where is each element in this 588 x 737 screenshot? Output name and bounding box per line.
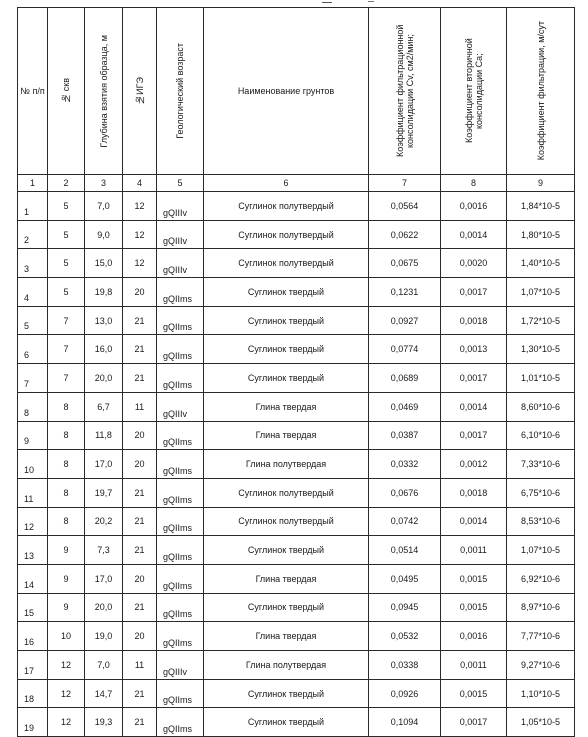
cell-ige: 21	[123, 364, 157, 393]
cell-ige: 20	[123, 421, 157, 450]
cell-ige: 21	[123, 478, 157, 507]
cell-ige: 11	[123, 392, 157, 421]
cell-geo-age: gQIIms	[157, 708, 204, 737]
cell-cv: 0,0675	[369, 249, 441, 278]
cell-kf: 7,33*10-6	[507, 450, 575, 479]
header-cell-soil-name	[204, 8, 369, 175]
cell-cv: 0,0689	[369, 364, 441, 393]
cell-soil-name: Суглинок полутвердый	[204, 249, 369, 278]
table-row	[18, 450, 575, 479]
cell-borehole: 12	[48, 651, 85, 680]
column-number-row	[18, 175, 575, 192]
cell-row-number: 13	[18, 536, 48, 565]
column-number: 9	[507, 175, 575, 192]
table-row	[18, 622, 575, 651]
cell-cv: 0,0774	[369, 335, 441, 364]
scan-mark	[368, 1, 374, 2]
cell-ige: 21	[123, 306, 157, 335]
cell-cv: 0,0676	[369, 478, 441, 507]
cell-ca: 0,0011	[441, 651, 507, 680]
cell-borehole: 8	[48, 507, 85, 536]
cell-borehole: 10	[48, 622, 85, 651]
cell-depth: 14,7	[85, 679, 123, 708]
cell-soil-name: Глина твердая	[204, 622, 369, 651]
cell-ige: 21	[123, 536, 157, 565]
cell-kf: 1,84*10-5	[507, 192, 575, 221]
table-row	[18, 192, 575, 221]
cell-row-number: 19	[18, 708, 48, 737]
cell-cv: 0,0532	[369, 622, 441, 651]
cell-geo-age: gQIIms	[157, 421, 204, 450]
cell-kf: 1,07*10-5	[507, 278, 575, 307]
cell-soil-name: Суглинок твердый	[204, 593, 369, 622]
document-page	[17, 7, 575, 737]
cell-cv: 0,0469	[369, 392, 441, 421]
cell-ige: 12	[123, 249, 157, 278]
header-label: Глубина взятия образца, м	[98, 34, 109, 148]
header-cell-borehole	[48, 8, 85, 175]
cell-ige: 21	[123, 708, 157, 737]
header-cell-ca	[441, 8, 507, 175]
cell-cv: 0,0945	[369, 593, 441, 622]
cell-depth: 20,0	[85, 593, 123, 622]
cell-ca: 0,0017	[441, 708, 507, 737]
cell-ca: 0,0014	[441, 220, 507, 249]
cell-depth: 19,3	[85, 708, 123, 737]
cell-cv: 0,0332	[369, 450, 441, 479]
cell-soil-name: Суглинок полутвердый	[204, 507, 369, 536]
cell-kf: 8,60*10-6	[507, 392, 575, 421]
scan-mark	[322, 2, 332, 3]
cell-geo-age: gQIIIv	[157, 651, 204, 680]
cell-soil-name: Суглинок твердый	[204, 536, 369, 565]
cell-row-number: 11	[18, 478, 48, 507]
table-row	[18, 593, 575, 622]
header-label: № п/п	[20, 85, 45, 96]
cell-soil-name: Суглинок твердый	[204, 306, 369, 335]
cell-borehole: 5	[48, 249, 85, 278]
cell-cv: 0,1094	[369, 708, 441, 737]
cell-borehole: 8	[48, 421, 85, 450]
cell-row-number: 12	[18, 507, 48, 536]
table-row	[18, 421, 575, 450]
cell-row-number: 8	[18, 392, 48, 421]
cell-geo-age: gQIIIv	[157, 392, 204, 421]
cell-row-number: 4	[18, 278, 48, 307]
cell-kf: 7,77*10-6	[507, 622, 575, 651]
cell-soil-name: Суглинок твердый	[204, 278, 369, 307]
cell-depth: 11,8	[85, 421, 123, 450]
header-cell-geo-age	[157, 8, 204, 175]
table-row	[18, 364, 575, 393]
cell-kf: 1,72*10-5	[507, 306, 575, 335]
cell-depth: 19,0	[85, 622, 123, 651]
cell-kf: 1,80*10-5	[507, 220, 575, 249]
header-row	[18, 8, 575, 175]
cell-depth: 20,0	[85, 364, 123, 393]
cell-depth: 16,0	[85, 335, 123, 364]
header-cell-ige	[123, 8, 157, 175]
header-label: Коэффициент фильтрации, м/сут	[535, 21, 546, 161]
cell-kf: 8,97*10-6	[507, 593, 575, 622]
cell-depth: 19,7	[85, 478, 123, 507]
header-cell-kf	[507, 8, 575, 175]
cell-soil-name: Глина твердая	[204, 421, 369, 450]
cell-row-number: 3	[18, 249, 48, 278]
column-number: 8	[441, 175, 507, 192]
cell-kf: 1,05*10-5	[507, 708, 575, 737]
cell-borehole: 7	[48, 306, 85, 335]
cell-geo-age: gQIIms	[157, 278, 204, 307]
cell-kf: 6,10*10-6	[507, 421, 575, 450]
cell-kf: 9,27*10-6	[507, 651, 575, 680]
cell-depth: 20,2	[85, 507, 123, 536]
cell-cv: 0,0622	[369, 220, 441, 249]
cell-ca: 0,0017	[441, 278, 507, 307]
cell-ige: 11	[123, 651, 157, 680]
cell-soil-name: Суглинок полутвердый	[204, 192, 369, 221]
cell-ca: 0,0013	[441, 335, 507, 364]
cell-kf: 1,30*10-5	[507, 335, 575, 364]
table-row	[18, 708, 575, 737]
cell-ige: 21	[123, 593, 157, 622]
cell-kf: 6,75*10-6	[507, 478, 575, 507]
cell-ca: 0,0015	[441, 679, 507, 708]
column-number: 2	[48, 175, 85, 192]
cell-ca: 0,0020	[441, 249, 507, 278]
cell-borehole: 9	[48, 593, 85, 622]
cell-ca: 0,0011	[441, 536, 507, 565]
table-row	[18, 651, 575, 680]
cell-depth: 15,0	[85, 249, 123, 278]
cell-kf: 1,40*10-5	[507, 249, 575, 278]
cell-ca: 0,0015	[441, 593, 507, 622]
cell-geo-age: gQIIIv	[157, 192, 204, 221]
cell-cv: 0,0338	[369, 651, 441, 680]
cell-soil-name: Суглинок твердый	[204, 335, 369, 364]
cell-borehole: 7	[48, 364, 85, 393]
cell-borehole: 8	[48, 392, 85, 421]
cell-geo-age: gQIIms	[157, 622, 204, 651]
table-row	[18, 536, 575, 565]
cell-cv: 0,0742	[369, 507, 441, 536]
cell-depth: 13,0	[85, 306, 123, 335]
table-row	[18, 306, 575, 335]
cell-row-number: 1	[18, 192, 48, 221]
cell-depth: 17,0	[85, 450, 123, 479]
cell-soil-name: Суглинок полутвердый	[204, 478, 369, 507]
header-label: №ИГЭ	[134, 77, 145, 105]
table-row	[18, 507, 575, 536]
cell-ca: 0,0018	[441, 478, 507, 507]
cell-borehole: 9	[48, 564, 85, 593]
cell-ca: 0,0016	[441, 622, 507, 651]
cell-borehole: 5	[48, 220, 85, 249]
cell-ige: 21	[123, 507, 157, 536]
cell-ige: 20	[123, 278, 157, 307]
cell-row-number: 5	[18, 306, 48, 335]
column-number: 7	[369, 175, 441, 192]
cell-geo-age: gQIIIv	[157, 249, 204, 278]
cell-row-number: 15	[18, 593, 48, 622]
cell-row-number: 7	[18, 364, 48, 393]
cell-geo-age: gQIIms	[157, 450, 204, 479]
table-row	[18, 335, 575, 364]
cell-depth: 17,0	[85, 564, 123, 593]
column-number: 6	[204, 175, 369, 192]
cell-borehole: 8	[48, 478, 85, 507]
cell-ca: 0,0017	[441, 364, 507, 393]
cell-depth: 7,0	[85, 651, 123, 680]
header-label: Коэффициент фильтрационной консолидации Cv, см2/мин;	[394, 24, 415, 158]
column-number: 1	[18, 175, 48, 192]
cell-ige: 12	[123, 220, 157, 249]
cell-ige: 21	[123, 679, 157, 708]
cell-depth: 6,7	[85, 392, 123, 421]
cell-geo-age: gQIIms	[157, 507, 204, 536]
cell-row-number: 9	[18, 421, 48, 450]
table-row	[18, 478, 575, 507]
cell-cv: 0,0495	[369, 564, 441, 593]
cell-geo-age: gQIIms	[157, 478, 204, 507]
cell-kf: 6,92*10-6	[507, 564, 575, 593]
cell-row-number: 17	[18, 651, 48, 680]
cell-ca: 0,0015	[441, 564, 507, 593]
table-row	[18, 220, 575, 249]
header-cell-cv	[369, 8, 441, 175]
cell-borehole: 8	[48, 450, 85, 479]
header-label: Геологический возраст	[175, 43, 185, 139]
cell-cv: 0,0514	[369, 536, 441, 565]
cell-geo-age: gQIIms	[157, 335, 204, 364]
cell-ca: 0,0014	[441, 507, 507, 536]
cell-ige: 12	[123, 192, 157, 221]
cell-soil-name: Суглинок твердый	[204, 679, 369, 708]
cell-ige: 20	[123, 450, 157, 479]
header-label: № скв	[61, 78, 71, 104]
cell-depth: 7,3	[85, 536, 123, 565]
cell-row-number: 18	[18, 679, 48, 708]
cell-row-number: 10	[18, 450, 48, 479]
header-cell-index	[18, 8, 48, 175]
table-row	[18, 278, 575, 307]
cell-soil-name: Глина полутвердая	[204, 450, 369, 479]
cell-ca: 0,0017	[441, 421, 507, 450]
cell-soil-name: Суглинок твердый	[204, 364, 369, 393]
cell-borehole: 5	[48, 192, 85, 221]
column-number: 4	[123, 175, 157, 192]
cell-borehole: 7	[48, 335, 85, 364]
cell-ca: 0,0016	[441, 192, 507, 221]
cell-kf: 1,10*10-5	[507, 679, 575, 708]
cell-cv: 0,0927	[369, 306, 441, 335]
cell-borehole: 9	[48, 536, 85, 565]
cell-geo-age: gQIIms	[157, 536, 204, 565]
cell-borehole: 12	[48, 679, 85, 708]
cell-geo-age: gQIIms	[157, 564, 204, 593]
cell-kf: 1,01*10-5	[507, 364, 575, 393]
cell-soil-name: Глина твердая	[204, 564, 369, 593]
cell-row-number: 2	[18, 220, 48, 249]
cell-row-number: 6	[18, 335, 48, 364]
header-label: Коэффициент вторичной консолидации Ca;	[463, 38, 484, 144]
cell-cv: 0,1231	[369, 278, 441, 307]
cell-ige: 20	[123, 564, 157, 593]
cell-geo-age: gQIIms	[157, 593, 204, 622]
cell-soil-name: Суглинок полутвердый	[204, 220, 369, 249]
cell-geo-age: gQIIms	[157, 306, 204, 335]
cell-kf: 8,53*10-6	[507, 507, 575, 536]
cell-row-number: 16	[18, 622, 48, 651]
cell-geo-age: gQIIms	[157, 679, 204, 708]
cell-ige: 20	[123, 622, 157, 651]
cell-soil-name: Суглинок твердый	[204, 708, 369, 737]
column-number: 5	[157, 175, 204, 192]
table-row	[18, 679, 575, 708]
cell-kf: 1,07*10-5	[507, 536, 575, 565]
cell-depth: 7,0	[85, 192, 123, 221]
cell-ige: 21	[123, 335, 157, 364]
cell-borehole: 5	[48, 278, 85, 307]
table-row	[18, 249, 575, 278]
cell-borehole: 12	[48, 708, 85, 737]
header-cell-depth	[85, 8, 123, 175]
cell-cv: 0,0387	[369, 421, 441, 450]
cell-depth: 19,8	[85, 278, 123, 307]
cell-ca: 0,0012	[441, 450, 507, 479]
table-row	[18, 564, 575, 593]
cell-ca: 0,0018	[441, 306, 507, 335]
header-label: Наименование грунтов	[237, 85, 335, 96]
soil-properties-table	[17, 7, 575, 737]
cell-row-number: 14	[18, 564, 48, 593]
cell-cv: 0,0926	[369, 679, 441, 708]
cell-ca: 0,0014	[441, 392, 507, 421]
cell-soil-name: Глина полутвердая	[204, 651, 369, 680]
cell-soil-name: Глина твердая	[204, 392, 369, 421]
cell-geo-age: gQIIIv	[157, 220, 204, 249]
table-row	[18, 392, 575, 421]
cell-geo-age: gQIIms	[157, 364, 204, 393]
cell-depth: 9,0	[85, 220, 123, 249]
cell-cv: 0,0564	[369, 192, 441, 221]
column-number: 3	[85, 175, 123, 192]
